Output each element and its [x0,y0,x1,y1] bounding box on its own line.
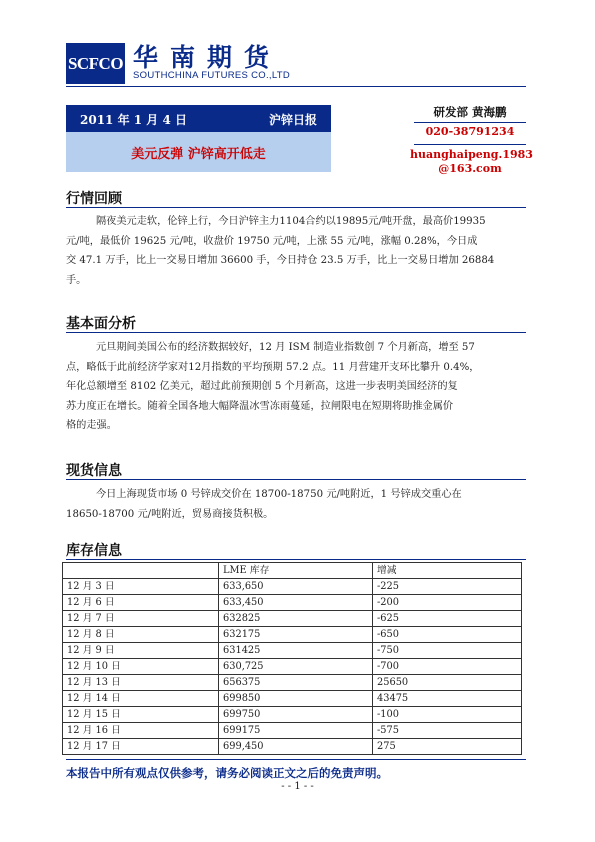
stock-cell: 699750 [219,707,373,723]
date-cell: 12 月 15 日 [63,707,219,723]
section-title-inventory: 库存信息 [66,543,122,559]
company-name-cn: 华南期货 [133,43,282,72]
text-line: 今日上海现货市场 0 号锌成交价在 18700-18750 元/吨附近，1 号锌成交重心在 [96,489,462,500]
stock-cell: 699,450 [219,739,373,755]
change-cell: 43475 [373,691,522,707]
table-row [63,595,522,611]
disclaimer-text: 本报告中所有观点仅供参考，请务必阅读正文之后的免责声明。 [66,766,388,780]
report-date: 2011 年 1 月 4 日 [80,113,187,127]
date-bar [66,105,331,132]
company-name-en: SOUTHCHINA FUTURES CO.,LTD [133,70,290,81]
spot-text [66,485,526,524]
text-line: 元/吨，最低价 19625 元/吨，收盘价 19750 元/吨，上涨 55 元/吨，涨幅 0.28%，今日成 [66,235,478,247]
stock-cell: 633,450 [219,595,373,611]
text-line: 苏力度正在增长。随着全国各地大幅降温冰雪冻雨蔓延，拉闸限电在短期将助推金属价 [66,400,454,412]
stock-cell: 632825 [219,611,373,627]
market-review-text [66,212,526,290]
author-divider [414,122,526,123]
date-cell: 12 月 8 日 [63,627,219,643]
table-row [63,643,522,659]
text-line: 交 47.1 万手，比上一交易日增加 36600 手，今日持仓 23.5 万手，比上一交易日增加 26884 [66,255,495,266]
email-line: huanghaipeng.1983 [410,148,533,161]
stock-cell: 699850 [219,691,373,707]
text-line: 年化总额增至 8102 亿美元，超过此前预期创 5 个月新高，这进一步表明美国经济的复 [66,381,458,392]
text-line: 点，略低于此前经济学家对12月指数的平均预期 57.2 点。11 月营建开支环比攀升 0.4%， [66,361,480,373]
table-header-cell: LME 库存 [219,563,373,579]
change-cell: 25650 [373,675,522,691]
stock-cell: 633,650 [219,579,373,595]
text-line: 18650-18700 元/吨附近，贸易商接货积极。 [66,508,274,520]
table-row [63,739,522,755]
stock-cell: 656375 [219,675,373,691]
table-row [63,691,522,707]
footer-divider [66,759,526,760]
inventory-table [62,562,522,755]
table-row [63,611,522,627]
fundamentals-text [66,338,526,436]
stock-cell: 632175 [219,627,373,643]
table-row [63,579,522,595]
headline-bar [66,132,331,172]
author-name: 研发部 黄海鹏 [433,105,507,119]
date-cell: 12 月 6 日 [63,595,219,611]
author-phone: 020-38791234 [425,125,515,138]
table-row [63,707,522,723]
date-cell: 12 月 10 日 [63,659,219,675]
table-header-row [63,563,522,579]
table-header-cell: 增减 [373,563,522,579]
table-row [63,675,522,691]
change-cell: -700 [373,659,522,675]
stock-cell: 630,725 [219,659,373,675]
date-cell: 12 月 13 日 [63,675,219,691]
date-cell: 12 月 9 日 [63,643,219,659]
change-cell: -625 [373,611,522,627]
section-divider [66,479,526,480]
text-line: 隔夜美元走软，伦锌上行，今日沪锌主力1104合约以19895元/吨开盘，最高价19935 [96,216,486,227]
author-email[interactable] [410,148,533,176]
author-box [410,100,533,182]
date-cell: 12 月 17 日 [63,739,219,755]
page-number: - - 1 - - [281,781,314,792]
change-cell: -100 [373,707,522,723]
change-cell: -750 [373,643,522,659]
stock-cell: 699175 [219,723,373,739]
table-row [63,627,522,643]
table-row [63,723,522,739]
section-title-market-review: 行情回顾 [66,191,122,207]
stock-cell: 631425 [219,643,373,659]
table-header-cell [63,563,219,579]
header-divider [66,86,526,87]
change-cell: -575 [373,723,522,739]
table-row [63,659,522,675]
section-divider [66,559,526,560]
change-cell: -225 [373,579,522,595]
date-cell: 12 月 3 日 [63,579,219,595]
date-cell: 12 月 14 日 [63,691,219,707]
text-line: 格的走强。 [66,420,117,431]
text-line: 手。 [66,274,87,286]
email-line: @163.com [438,162,502,175]
text-line: 元旦期间美国公布的经济数据较好，12 月 ISM 制造业指数创 7 个月新高，增至 57 [96,342,475,353]
date-cell: 12 月 7 日 [63,611,219,627]
change-cell: -200 [373,595,522,611]
author-divider [414,144,526,145]
company-logo: SCFCO [66,43,125,84]
section-divider [66,332,526,333]
change-cell: -650 [373,627,522,643]
section-title-fundamentals: 基本面分析 [66,316,136,332]
date-cell: 12 月 16 日 [63,723,219,739]
section-divider [66,207,526,208]
report-headline: 美元反弹 沪锌高开低走 [131,147,266,162]
section-title-spot: 现货信息 [66,463,122,479]
change-cell: 275 [373,739,522,755]
report-type: 沪锌日报 [268,113,317,127]
